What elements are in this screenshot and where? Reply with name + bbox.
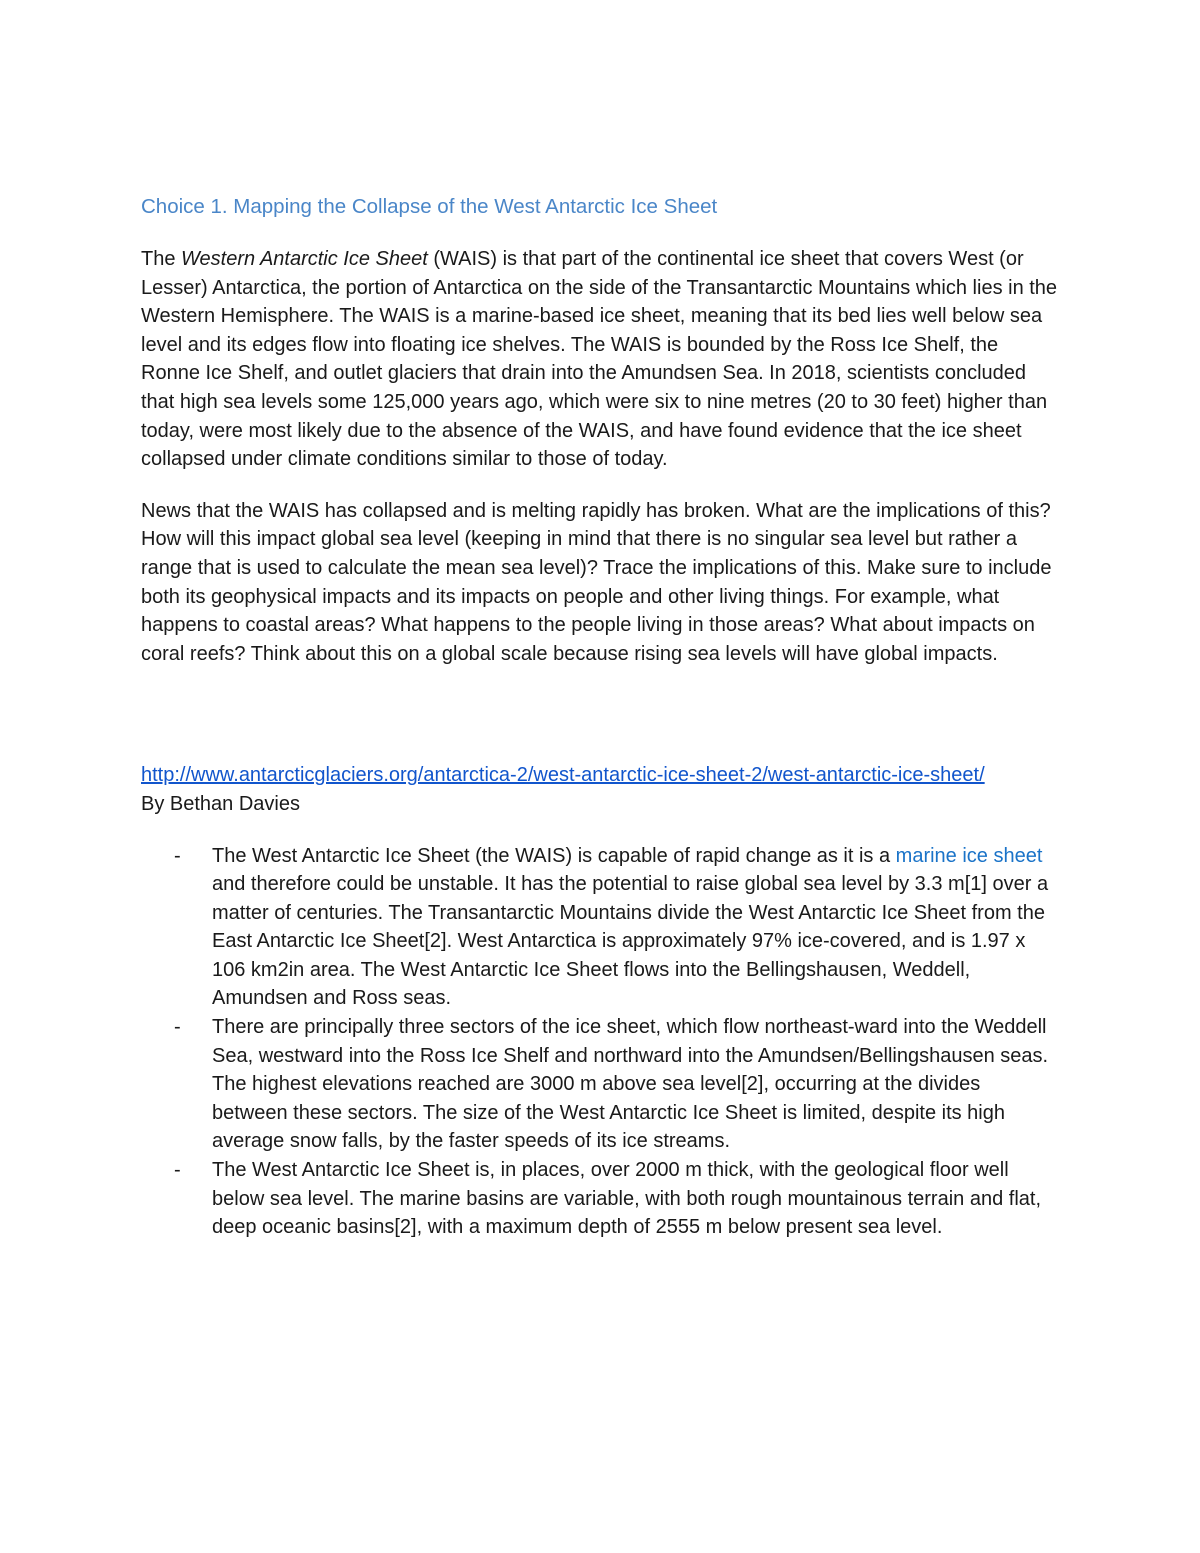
dash-bullet: - (174, 1016, 181, 1039)
list-item-text: The West Antarctic Ice Sheet is, in places, over 2000 m thick, with the geological floor well below sea level. The marine basins are variable, with both rough mountainous terrain and flat, deep oceanic basins[2], with a maximum depth of 2555 m below present sea level. (212, 1159, 1041, 1239)
dash-bullet: - (174, 844, 181, 867)
intro-text-rest: (WAIS) is that part of the continental ice sheet that covers West (or Lesser) Antarctica, the portion of Antarctica on the side of the Transantarctic Mountains which lies in the Western Hemisphere. The WAIS is a marine-based ice sheet, meaning that its bed lies well below sea level and its edges flow into floating ice shelves. The WAIS is bounded by the Ross Ice Shelf, the Ronne Ice Shelf, and outlet glaciers that drain into the Amundsen Sea. In 2018, scientists concluded that high sea levels some 125,000 years ago, which were six to nine metres (20 to 30 feet) higher than today, were most likely due to the absence of the WAIS, and have found evidence that the ice sheet collapsed under climate conditions similar to those of today. (141, 248, 1058, 471)
list-item (141, 1013, 1061, 1156)
intro-italic-term: Western Antarctic Ice Sheet (181, 248, 428, 270)
notes-list (141, 842, 1061, 1242)
document-page (141, 193, 1061, 1242)
byline: By Bethan Davies (141, 792, 300, 815)
document-heading: Choice 1. Mapping the Collapse of the West Antarctic Ice Sheet (141, 195, 718, 218)
list-item (141, 1156, 1061, 1242)
source-block (141, 761, 1061, 818)
blank-space (141, 691, 1061, 761)
list-item (141, 842, 1061, 1014)
dash-bullet: - (174, 1159, 181, 1182)
list-item-text-start: The West Antarctic Ice Sheet (the WAIS) is capable of rapid change as it is a (212, 844, 896, 867)
intro-paragraph (141, 245, 1061, 474)
list-item-text: There are principally three sectors of the ice sheet, which flow northeast-ward into the Weddell Sea, westward into the Ross Ice Shelf and northward into the Amundsen/Bellingshausen seas. The highest elevations reached are 3000 m above sea level[2], occurring at the divides between these sectors. The size of the West Antarctic Ice Sheet is limited, despite its high average snow falls, by the faster speeds of its ice streams. (212, 1016, 1049, 1153)
prompt-paragraph: News that the WAIS has collapsed and is melting rapidly has broken. What are the implications of this? How will this impact global sea level (keeping in mind that there is no singular sea level but rather a range that is used to calculate the mean sea level)? Trace the implications of this. Make sure to include both its geophysical impacts and its impacts on people and other living things. For example, what happens to coastal areas? What happens to the people living in those areas? What about impacts on coral reefs? Think about this on a global scale because rising sea levels will have global impacts. (141, 499, 1052, 665)
intro-text-start: The (141, 248, 182, 270)
list-item-text-rest: and therefore could be unstable. It has the potential to raise global sea level by 3.3 m[1] over a matter of centuries. The Transantarctic Mountains divide the West Antarctic Ice Sheet from the East Antarctic Ice Sheet[2]. West Antarctica is approximately 97% ice-covered, and is 1.97 x 106 km2in area. The West Antarctic Ice Sheet flows into the Bellingshausen, Weddell, Amundsen and Ross seas. (212, 873, 1049, 1010)
marine-ice-sheet-link[interactable]: marine ice sheet (895, 844, 1043, 867)
source-link[interactable]: http://www.antarcticglaciers.org/antarctica-2/west-antarctic-ice-sheet-2/west-antarctic-ice-sheet/ (141, 764, 985, 787)
